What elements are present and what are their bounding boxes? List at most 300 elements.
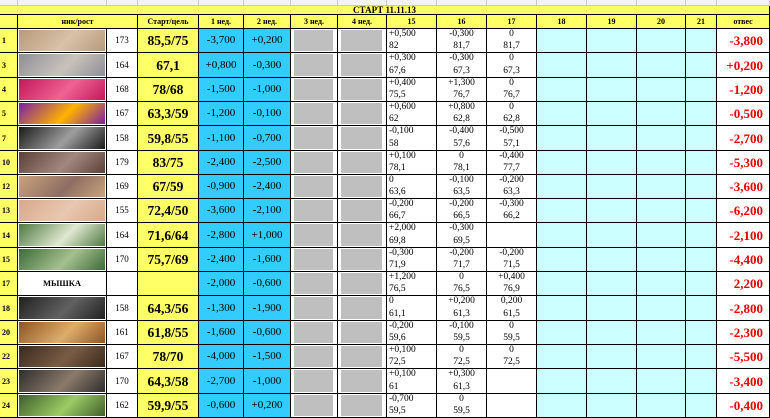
avatar-photo-cell[interactable]: [18, 175, 107, 199]
week1-value: -1,600: [206, 326, 236, 338]
week1-cell[interactable]: [199, 369, 244, 394]
height-cell[interactable]: [107, 272, 138, 296]
day20-cell[interactable]: [637, 321, 686, 345]
height-value: 169: [115, 181, 129, 191]
row-number-cell[interactable]: [0, 53, 18, 78]
day17-cell[interactable]: [487, 78, 537, 102]
week2-cell[interactable]: [244, 272, 291, 296]
week2-value: -2,500: [252, 156, 282, 168]
week2-cell[interactable]: [244, 394, 291, 418]
day18-cell[interactable]: [537, 369, 587, 394]
week1-cell[interactable]: [199, 248, 244, 272]
result-cell[interactable]: [717, 248, 770, 272]
start-goal-cell[interactable]: [138, 345, 199, 369]
day17-cell[interactable]: [487, 102, 537, 126]
avatar-photo-cell[interactable]: [18, 296, 107, 321]
avatar-photo-cell[interactable]: [18, 102, 107, 126]
day15-cell[interactable]: [387, 175, 437, 199]
week2-cell[interactable]: [244, 29, 291, 53]
start-goal-cell[interactable]: [138, 223, 199, 248]
start-goal-value: 64,3/56: [147, 300, 189, 316]
day21-cell[interactable]: [686, 29, 717, 53]
height-cell[interactable]: [107, 296, 138, 321]
day15-cell[interactable]: [387, 394, 437, 418]
day19-cell[interactable]: [587, 321, 637, 345]
week4-grey-block: [341, 273, 382, 294]
header-cell-start[interactable]: [138, 15, 199, 29]
day-change-value: 0: [459, 345, 464, 355]
week1-cell[interactable]: [199, 151, 244, 175]
row-number-cell[interactable]: [0, 394, 18, 418]
day19-cell[interactable]: [587, 53, 637, 78]
row-number: 12: [2, 182, 10, 191]
week2-cell[interactable]: [244, 199, 291, 223]
week2-value: -2,100: [252, 204, 282, 216]
avatar-photo-cell[interactable]: [18, 248, 107, 272]
day20-cell[interactable]: [637, 345, 686, 369]
day-change-value: -0,100: [449, 321, 474, 331]
result-cell[interactable]: [717, 53, 770, 78]
day17-cell[interactable]: [487, 272, 537, 296]
day17-cell[interactable]: [487, 394, 537, 418]
week2-cell[interactable]: [244, 151, 291, 175]
avatar-photo: [19, 200, 105, 221]
week1-cell[interactable]: [199, 53, 244, 78]
header-cell-result[interactable]: [717, 15, 770, 29]
result-cell[interactable]: [717, 272, 770, 296]
height-value: 173: [115, 35, 129, 45]
week2-value: -1,900: [252, 301, 282, 314]
row-number-cell[interactable]: [0, 296, 18, 321]
day21-cell[interactable]: [686, 223, 717, 248]
day18-cell[interactable]: [537, 345, 587, 369]
avatar-photo-cell[interactable]: [18, 321, 107, 345]
week1-value: -1,500: [206, 83, 236, 95]
week1-value: -3,700: [206, 34, 236, 46]
day16-cell[interactable]: [437, 53, 487, 78]
week1-cell[interactable]: [199, 175, 244, 199]
header-cell-w1[interactable]: [199, 15, 244, 29]
height-cell[interactable]: [107, 223, 138, 248]
day16-cell[interactable]: [437, 102, 487, 126]
day19-cell[interactable]: [587, 369, 637, 394]
day-weight-value: 81,7: [453, 41, 470, 51]
day16-cell[interactable]: [437, 369, 487, 394]
day15-cell[interactable]: [387, 223, 437, 248]
result-cell[interactable]: [717, 175, 770, 199]
height-cell[interactable]: [107, 126, 138, 151]
height-cell[interactable]: [107, 321, 138, 345]
day17-cell[interactable]: [487, 321, 537, 345]
avatar-photo: [19, 370, 105, 392]
day-weight-value: 75,5: [389, 90, 406, 100]
week2-cell[interactable]: [244, 296, 291, 321]
avatar-photo-cell[interactable]: [18, 394, 107, 418]
week1-cell[interactable]: [199, 126, 244, 151]
day18-cell[interactable]: [537, 53, 587, 78]
day17-cell[interactable]: [487, 29, 537, 53]
day16-cell[interactable]: [437, 151, 487, 175]
start-goal-cell[interactable]: [138, 78, 199, 102]
day18-cell[interactable]: [537, 321, 587, 345]
day15-cell[interactable]: [387, 369, 437, 394]
day17-cell[interactable]: [487, 223, 537, 248]
day16-cell[interactable]: [437, 296, 487, 321]
height-cell[interactable]: [107, 394, 138, 418]
start-goal-cell[interactable]: [138, 248, 199, 272]
day-change-value: -0,300: [449, 29, 474, 39]
result-cell[interactable]: [717, 199, 770, 223]
week2-cell[interactable]: [244, 345, 291, 369]
week1-cell[interactable]: [199, 394, 244, 418]
day19-cell[interactable]: [587, 296, 637, 321]
week3-grey-block: [294, 297, 333, 319]
row-number-cell[interactable]: [0, 102, 18, 126]
start-goal-cell[interactable]: [138, 199, 199, 223]
avatar-photo-cell[interactable]: [18, 223, 107, 248]
avatar-photo-cell[interactable]: [18, 199, 107, 223]
day15-cell[interactable]: [387, 29, 437, 53]
header-cell-d19[interactable]: [587, 15, 637, 29]
week3-grey-block: [294, 395, 333, 416]
avatar-photo-cell[interactable]: [18, 126, 107, 151]
height-cell[interactable]: [107, 199, 138, 223]
row-number-cell[interactable]: [0, 248, 18, 272]
day20-cell[interactable]: [637, 248, 686, 272]
day20-cell[interactable]: [637, 272, 686, 296]
header-w1-label: 1 нед.: [210, 17, 232, 26]
week2-value: -2,400: [252, 180, 282, 192]
row-number-cell[interactable]: [0, 321, 18, 345]
result-cell[interactable]: [717, 321, 770, 345]
header-cell-w2[interactable]: [244, 15, 291, 29]
day-weight-value: 61: [389, 382, 399, 392]
day19-cell[interactable]: [587, 394, 637, 418]
day21-cell[interactable]: [686, 126, 717, 151]
day15-cell[interactable]: [387, 102, 437, 126]
day19-cell[interactable]: [587, 272, 637, 296]
result-cell[interactable]: [717, 29, 770, 53]
day20-cell[interactable]: [637, 126, 686, 151]
day18-cell[interactable]: [537, 151, 587, 175]
day19-cell[interactable]: [587, 345, 637, 369]
header-cell-nick[interactable]: [18, 15, 138, 29]
start-goal-value: 64,3/58: [147, 373, 189, 389]
day18-cell[interactable]: [537, 199, 587, 223]
day15-cell[interactable]: [387, 151, 437, 175]
row-number: 20: [2, 328, 10, 337]
header-cell-d16[interactable]: [437, 15, 487, 29]
row-number-cell[interactable]: [0, 29, 18, 53]
week1-cell[interactable]: [199, 102, 244, 126]
day19-cell[interactable]: [587, 248, 637, 272]
week2-value: -0,600: [252, 326, 282, 338]
header-nick-label: ник/рост: [61, 17, 94, 26]
day15-cell[interactable]: [387, 248, 437, 272]
week2-cell[interactable]: [244, 248, 291, 272]
row-number-cell[interactable]: [0, 369, 18, 394]
day-change-value: +1,200: [389, 272, 416, 282]
day18-cell[interactable]: [537, 175, 587, 199]
day19-cell[interactable]: [587, 151, 637, 175]
start-goal-cell[interactable]: [138, 272, 199, 296]
week1-cell[interactable]: [199, 321, 244, 345]
avatar-photo: [19, 79, 105, 100]
day-change-value: +0,400: [389, 78, 416, 88]
day21-cell[interactable]: [686, 272, 717, 296]
week2-cell[interactable]: [244, 102, 291, 126]
header-cell-d20[interactable]: [637, 15, 686, 29]
avatar-photo-cell[interactable]: [18, 345, 107, 369]
week1-cell[interactable]: [199, 345, 244, 369]
header-cell-w4[interactable]: [338, 15, 387, 29]
day17-cell[interactable]: [487, 53, 537, 78]
week1-value: -3,600: [206, 204, 236, 216]
day18-cell[interactable]: [537, 29, 587, 53]
day18-cell[interactable]: [537, 126, 587, 151]
day-change-value: 0: [509, 345, 514, 355]
day17-cell[interactable]: [487, 369, 537, 394]
day17-cell[interactable]: [487, 126, 537, 151]
day15-cell[interactable]: [387, 296, 437, 321]
day-weight-value: 59,5: [389, 406, 406, 416]
row-number-cell[interactable]: [0, 175, 18, 199]
day19-cell[interactable]: [587, 223, 637, 248]
result-cell[interactable]: [717, 345, 770, 369]
avatar-photo-cell[interactable]: [18, 151, 107, 175]
day16-cell[interactable]: [437, 126, 487, 151]
row-number-cell[interactable]: [0, 272, 18, 296]
header-cell-d15[interactable]: [387, 15, 437, 29]
height-cell[interactable]: [107, 248, 138, 272]
day-change-value: 0,200: [500, 296, 523, 306]
week2-cell[interactable]: [244, 223, 291, 248]
row-number-cell[interactable]: [0, 223, 18, 248]
day19-cell[interactable]: [587, 29, 637, 53]
row-number: 5: [2, 109, 6, 118]
result-cell[interactable]: [717, 151, 770, 175]
day-weight-value: 63,6: [389, 187, 406, 197]
day21-cell[interactable]: [686, 53, 717, 78]
avatar-photo-cell[interactable]: [18, 78, 107, 102]
day-change-value: -0,200: [389, 321, 414, 331]
day16-cell[interactable]: [437, 321, 487, 345]
day21-cell[interactable]: [686, 369, 717, 394]
start-goal-cell[interactable]: [138, 102, 199, 126]
height-cell[interactable]: [107, 29, 138, 53]
result-cell[interactable]: [717, 223, 770, 248]
day16-cell[interactable]: [437, 175, 487, 199]
start-goal-cell[interactable]: [138, 151, 199, 175]
height-cell[interactable]: [107, 369, 138, 394]
start-goal-cell[interactable]: [138, 296, 199, 321]
header-result-label: отвес: [733, 17, 753, 26]
day16-cell[interactable]: [437, 248, 487, 272]
start-goal-cell[interactable]: [138, 53, 199, 78]
start-goal-cell[interactable]: [138, 394, 199, 418]
day15-cell[interactable]: [387, 126, 437, 151]
avatar-photo: [19, 322, 105, 343]
day21-cell[interactable]: [686, 78, 717, 102]
nick-cell[interactable]: [18, 272, 107, 296]
day-weight-value: 77,7: [503, 163, 520, 173]
day20-cell[interactable]: [637, 29, 686, 53]
day16-cell[interactable]: [437, 223, 487, 248]
result-cell[interactable]: [717, 78, 770, 102]
week2-value: -1,000: [252, 374, 282, 387]
day21-cell[interactable]: [686, 151, 717, 175]
day20-cell[interactable]: [637, 102, 686, 126]
week2-cell[interactable]: [244, 369, 291, 394]
height-cell[interactable]: [107, 151, 138, 175]
day-change-value: +0,300: [389, 53, 416, 63]
day20-cell[interactable]: [637, 199, 686, 223]
day-weight-value: 67,3: [453, 66, 470, 76]
result-cell[interactable]: [717, 102, 770, 126]
week4-grey-block: [341, 297, 382, 319]
result-value: 2,200: [733, 276, 763, 291]
day17-cell[interactable]: [487, 175, 537, 199]
day-change-value: 0: [459, 394, 464, 404]
day-weight-value: 59,5: [453, 406, 470, 416]
height-cell[interactable]: [107, 78, 138, 102]
day-change-value: 0: [459, 151, 464, 161]
day20-cell[interactable]: [637, 78, 686, 102]
day21-cell[interactable]: [686, 248, 717, 272]
day17-cell[interactable]: [487, 345, 537, 369]
day-weight-value: 78,1: [389, 163, 406, 173]
week1-cell[interactable]: [199, 199, 244, 223]
day21-cell[interactable]: [686, 321, 717, 345]
day16-cell[interactable]: [437, 78, 487, 102]
day18-cell[interactable]: [537, 223, 587, 248]
week1-cell[interactable]: [199, 272, 244, 296]
day17-cell[interactable]: [487, 248, 537, 272]
header-cell-d18[interactable]: [537, 15, 587, 29]
day15-cell[interactable]: [387, 78, 437, 102]
day20-cell[interactable]: [637, 369, 686, 394]
day20-cell[interactable]: [637, 175, 686, 199]
day-change-value: -0,300: [389, 248, 414, 258]
day21-cell[interactable]: [686, 175, 717, 199]
day18-cell[interactable]: [537, 248, 587, 272]
day15-cell[interactable]: [387, 199, 437, 223]
day16-cell[interactable]: [437, 199, 487, 223]
height-cell[interactable]: [107, 53, 138, 78]
day18-cell[interactable]: [537, 394, 587, 418]
week1-cell[interactable]: [199, 29, 244, 53]
height-cell[interactable]: [107, 175, 138, 199]
header-d18-label: 18: [557, 17, 566, 26]
day20-cell[interactable]: [637, 223, 686, 248]
day15-cell[interactable]: [387, 345, 437, 369]
day19-cell[interactable]: [587, 102, 637, 126]
day18-cell[interactable]: [537, 272, 587, 296]
day18-cell[interactable]: [537, 78, 587, 102]
avatar-photo: [19, 127, 105, 149]
week1-cell[interactable]: [199, 78, 244, 102]
result-cell[interactable]: [717, 126, 770, 151]
result-cell[interactable]: [717, 394, 770, 418]
row-number-cell[interactable]: [0, 126, 18, 151]
day16-cell[interactable]: [437, 394, 487, 418]
day21-cell[interactable]: [686, 394, 717, 418]
header-d16-label: 16: [457, 17, 466, 26]
row-number-cell[interactable]: [0, 151, 18, 175]
row-number-cell[interactable]: [0, 78, 18, 102]
day-change-value: +0,300: [448, 369, 475, 379]
day20-cell[interactable]: [637, 151, 686, 175]
week1-cell[interactable]: [199, 223, 244, 248]
day16-cell[interactable]: [437, 29, 487, 53]
day16-cell[interactable]: [437, 272, 487, 296]
day20-cell[interactable]: [637, 53, 686, 78]
result-cell[interactable]: [717, 369, 770, 394]
day15-cell[interactable]: [387, 53, 437, 78]
day21-cell[interactable]: [686, 102, 717, 126]
day20-cell[interactable]: [637, 296, 686, 321]
start-goal-cell[interactable]: [138, 369, 199, 394]
row-number-cell[interactable]: [0, 345, 18, 369]
day15-cell[interactable]: [387, 272, 437, 296]
day-weight-value: 66,5: [453, 211, 470, 221]
week1-cell[interactable]: [199, 296, 244, 321]
row-number: 10: [2, 158, 10, 167]
height-cell[interactable]: [107, 345, 138, 369]
day19-cell[interactable]: [587, 78, 637, 102]
start-goal-cell[interactable]: [138, 126, 199, 151]
header-cell-w3[interactable]: [291, 15, 338, 29]
day19-cell[interactable]: [587, 126, 637, 151]
sheet-title-row[interactable]: [0, 6, 770, 15]
start-goal-cell[interactable]: [138, 175, 199, 199]
start-goal-cell[interactable]: [138, 29, 199, 53]
row-number-cell[interactable]: [0, 199, 18, 223]
week2-cell[interactable]: [244, 126, 291, 151]
height-cell[interactable]: [107, 102, 138, 126]
result-cell[interactable]: [717, 296, 770, 321]
day20-cell[interactable]: [637, 394, 686, 418]
header-cell-d21[interactable]: [686, 15, 717, 29]
day-weight-value: 78,1: [453, 163, 470, 173]
header-cell-num[interactable]: [0, 15, 18, 29]
day16-cell[interactable]: [437, 345, 487, 369]
day19-cell[interactable]: [587, 199, 637, 223]
avatar-photo-cell[interactable]: [18, 369, 107, 394]
week2-cell[interactable]: [244, 175, 291, 199]
day18-cell[interactable]: [537, 296, 587, 321]
day18-cell[interactable]: [537, 102, 587, 126]
result-value: -5,500: [729, 349, 763, 364]
result-value: -6,200: [729, 203, 763, 218]
day21-cell[interactable]: [686, 199, 717, 223]
day21-cell[interactable]: [686, 296, 717, 321]
day21-cell[interactable]: [686, 345, 717, 369]
avatar-photo: [19, 103, 105, 124]
avatar-photo-cell[interactable]: [18, 53, 107, 78]
week2-cell[interactable]: [244, 53, 291, 78]
week2-cell[interactable]: [244, 321, 291, 345]
day19-cell[interactable]: [587, 175, 637, 199]
header-cell-d17[interactable]: [487, 15, 537, 29]
start-goal-cell[interactable]: [138, 321, 199, 345]
week2-cell[interactable]: [244, 78, 291, 102]
avatar-photo-cell[interactable]: [18, 29, 107, 53]
day15-cell[interactable]: [387, 321, 437, 345]
day17-cell[interactable]: [487, 151, 537, 175]
day17-cell[interactable]: [487, 296, 537, 321]
day17-cell[interactable]: [487, 199, 537, 223]
